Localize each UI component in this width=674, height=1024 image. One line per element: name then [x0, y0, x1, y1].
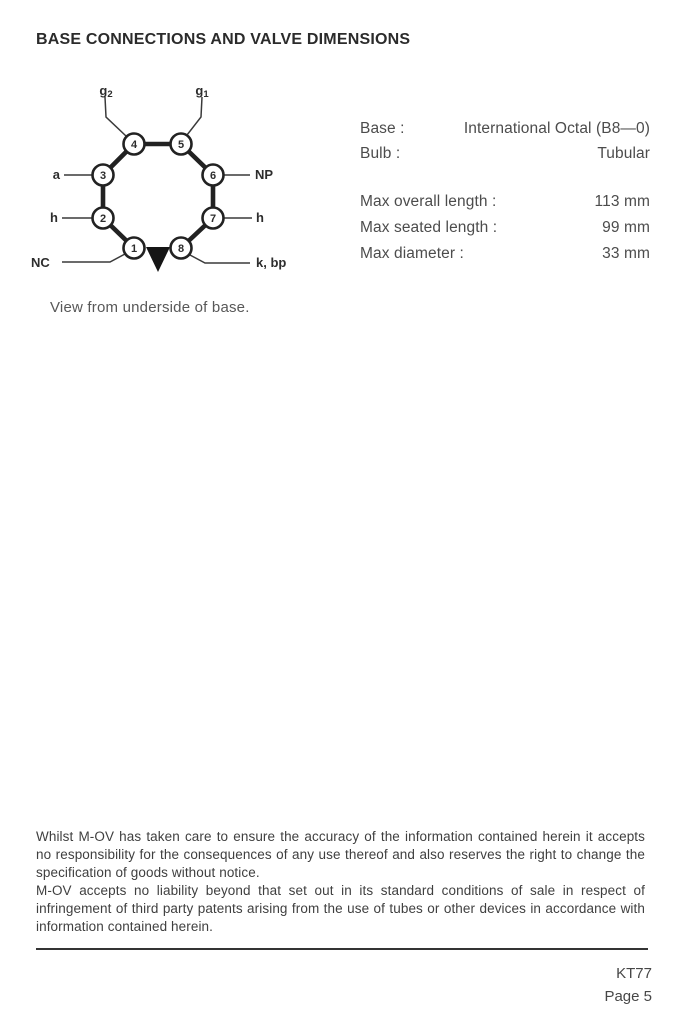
lead-line-k-bp	[190, 255, 250, 263]
spec-label: Base :	[360, 120, 405, 137]
disclaimer-paragraph-2: M-OV accepts no liability beyond that set out in its standard conditions of sale in respect of infringement of third party patents arising from the use of tubes or other devices in accordance with information contained herein.	[36, 883, 645, 934]
lead-line-g2	[105, 97, 126, 136]
footer-page-number: Page 5	[604, 988, 652, 1005]
svg-text:2: 2	[99, 213, 107, 225]
spec-value: Tubular	[597, 145, 650, 162]
disclaimer-paragraph-1: Whilst M-OV has taken care to ensure the accuracy of the information contained herein it accepts no responsibility for the consequences of any use thereof and also reserves the right to change the specification of goods without notice.	[36, 829, 645, 880]
disclaimer	[36, 828, 645, 936]
pin-label-np: NP	[255, 167, 274, 182]
svg-text:6: 6	[209, 170, 217, 182]
pin-6	[203, 165, 224, 186]
base-ring	[103, 144, 213, 248]
pin-4	[124, 134, 145, 155]
pin-7	[203, 208, 224, 229]
pin-label-h-right: h	[256, 210, 264, 225]
lead-line-nc	[62, 254, 125, 262]
spec-value: 33 mm	[602, 245, 650, 262]
spec-row-max-overall-length	[360, 193, 650, 211]
spec-label: Max diameter :	[360, 245, 464, 262]
pin-label-g1: g1	[195, 83, 209, 100]
pins	[93, 134, 224, 259]
svg-text:5: 5	[177, 139, 185, 151]
svg-text:4: 4	[130, 139, 138, 151]
spec-value: 113 mm	[594, 193, 650, 210]
pin-2	[93, 208, 114, 229]
pin-label-g2: g2	[99, 83, 113, 100]
spec-label: Max overall length :	[360, 193, 497, 210]
base-key-triangle	[146, 247, 170, 272]
spec-label: Max seated length :	[360, 219, 498, 236]
pin-label-h-left: h	[50, 210, 58, 225]
pin-label-k-bp: k, bp	[256, 255, 287, 270]
spec-row-base	[360, 120, 650, 138]
spec-row-max-seated-length	[360, 219, 650, 237]
pin-8	[171, 238, 192, 259]
svg-text:7: 7	[209, 213, 217, 225]
footer-divider	[36, 948, 648, 950]
page-title: BASE CONNECTIONS AND VALVE DIMENSIONS	[36, 31, 411, 48]
spec-value: 99 mm	[602, 219, 650, 236]
diagram-caption: View from underside of base.	[50, 299, 250, 316]
pin-5	[171, 134, 192, 155]
lead-line-g1	[187, 97, 202, 135]
spec-label: Bulb :	[360, 145, 401, 162]
svg-text:1: 1	[130, 243, 138, 255]
pin-label-nc: NC	[31, 255, 50, 270]
pin-3	[93, 165, 114, 186]
base-connection-diagram	[25, 76, 315, 276]
spec-row-bulb	[360, 145, 650, 163]
footer-model: KT77	[616, 965, 652, 982]
spec-value: International Octal (B8—0)	[463, 120, 650, 137]
pin-1	[124, 238, 145, 259]
svg-text:3: 3	[99, 170, 107, 182]
svg-text:8: 8	[177, 243, 185, 255]
pin-label-a: a	[52, 167, 60, 182]
spec-row-max-diameter	[360, 245, 650, 263]
